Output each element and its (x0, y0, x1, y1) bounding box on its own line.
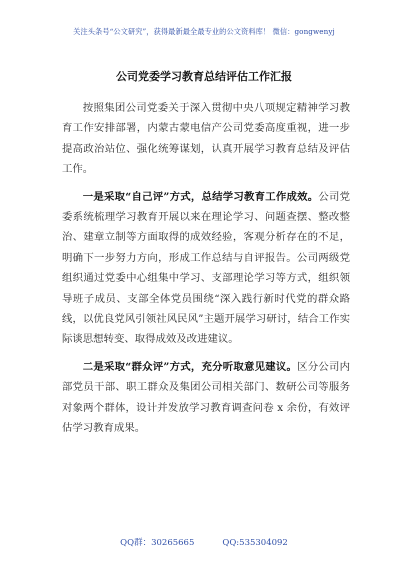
paragraph-text: 公司党委系统梳理学习教育开展以来在理论学习、问题查摆、整改整治、建章立制等方面取得的成效经验，客观分析存在的不足，明确下一步努力方向，形成工作总结与自评报告。公司两级党组织通过党委中心组集中学习、支部理论学习等方式，组织领导班子成员、支部全体党员围绕“深入践行新时代党的群众路线，以优良党风引领社风民风”主题开展学习研讨，结合工作实际谈思想转变、取得成效及改进建议。 (62, 190, 351, 346)
paragraph-public-evaluation (62, 357, 350, 439)
footer-contact (0, 536, 408, 548)
paragraph-intro (62, 98, 350, 180)
paragraph-lead: 二是采取“群众评”方式，充分听取意见建议。 (82, 360, 298, 373)
document-title: 公司党委学习教育总结评估工作汇报 (116, 70, 292, 83)
footer-qq: QQ:535304092 (222, 538, 288, 548)
document-body (62, 98, 350, 446)
paragraph-self-evaluation (62, 187, 350, 350)
paragraph-lead: 一是采取“自己评”方式，总结学习教育工作成效。 (82, 190, 319, 203)
footer-qq-group: QQ群：30265665 (120, 538, 195, 548)
paragraph-text: 区分公司内部党员干部、职工群众及集团公司相关部门、数研公司等服务对象两个群体，设计并发放学习教育调查问卷 x 余份，有效评估学习教育成果。 (62, 360, 351, 435)
paragraph-text: 按照集团公司党委关于深入贯彻中央八项规定精神学习教育工作安排部署，内蒙古蒙电信产公司党委高度重视，进一步提高政治站位、强化统筹谋划，认真开展学习教育总结及评估工作。 (62, 102, 350, 176)
header-notice: 关注头条号“公文研究”，获得最新最全最专业的公文资料库！ 微信：gongwenyj (73, 27, 335, 36)
